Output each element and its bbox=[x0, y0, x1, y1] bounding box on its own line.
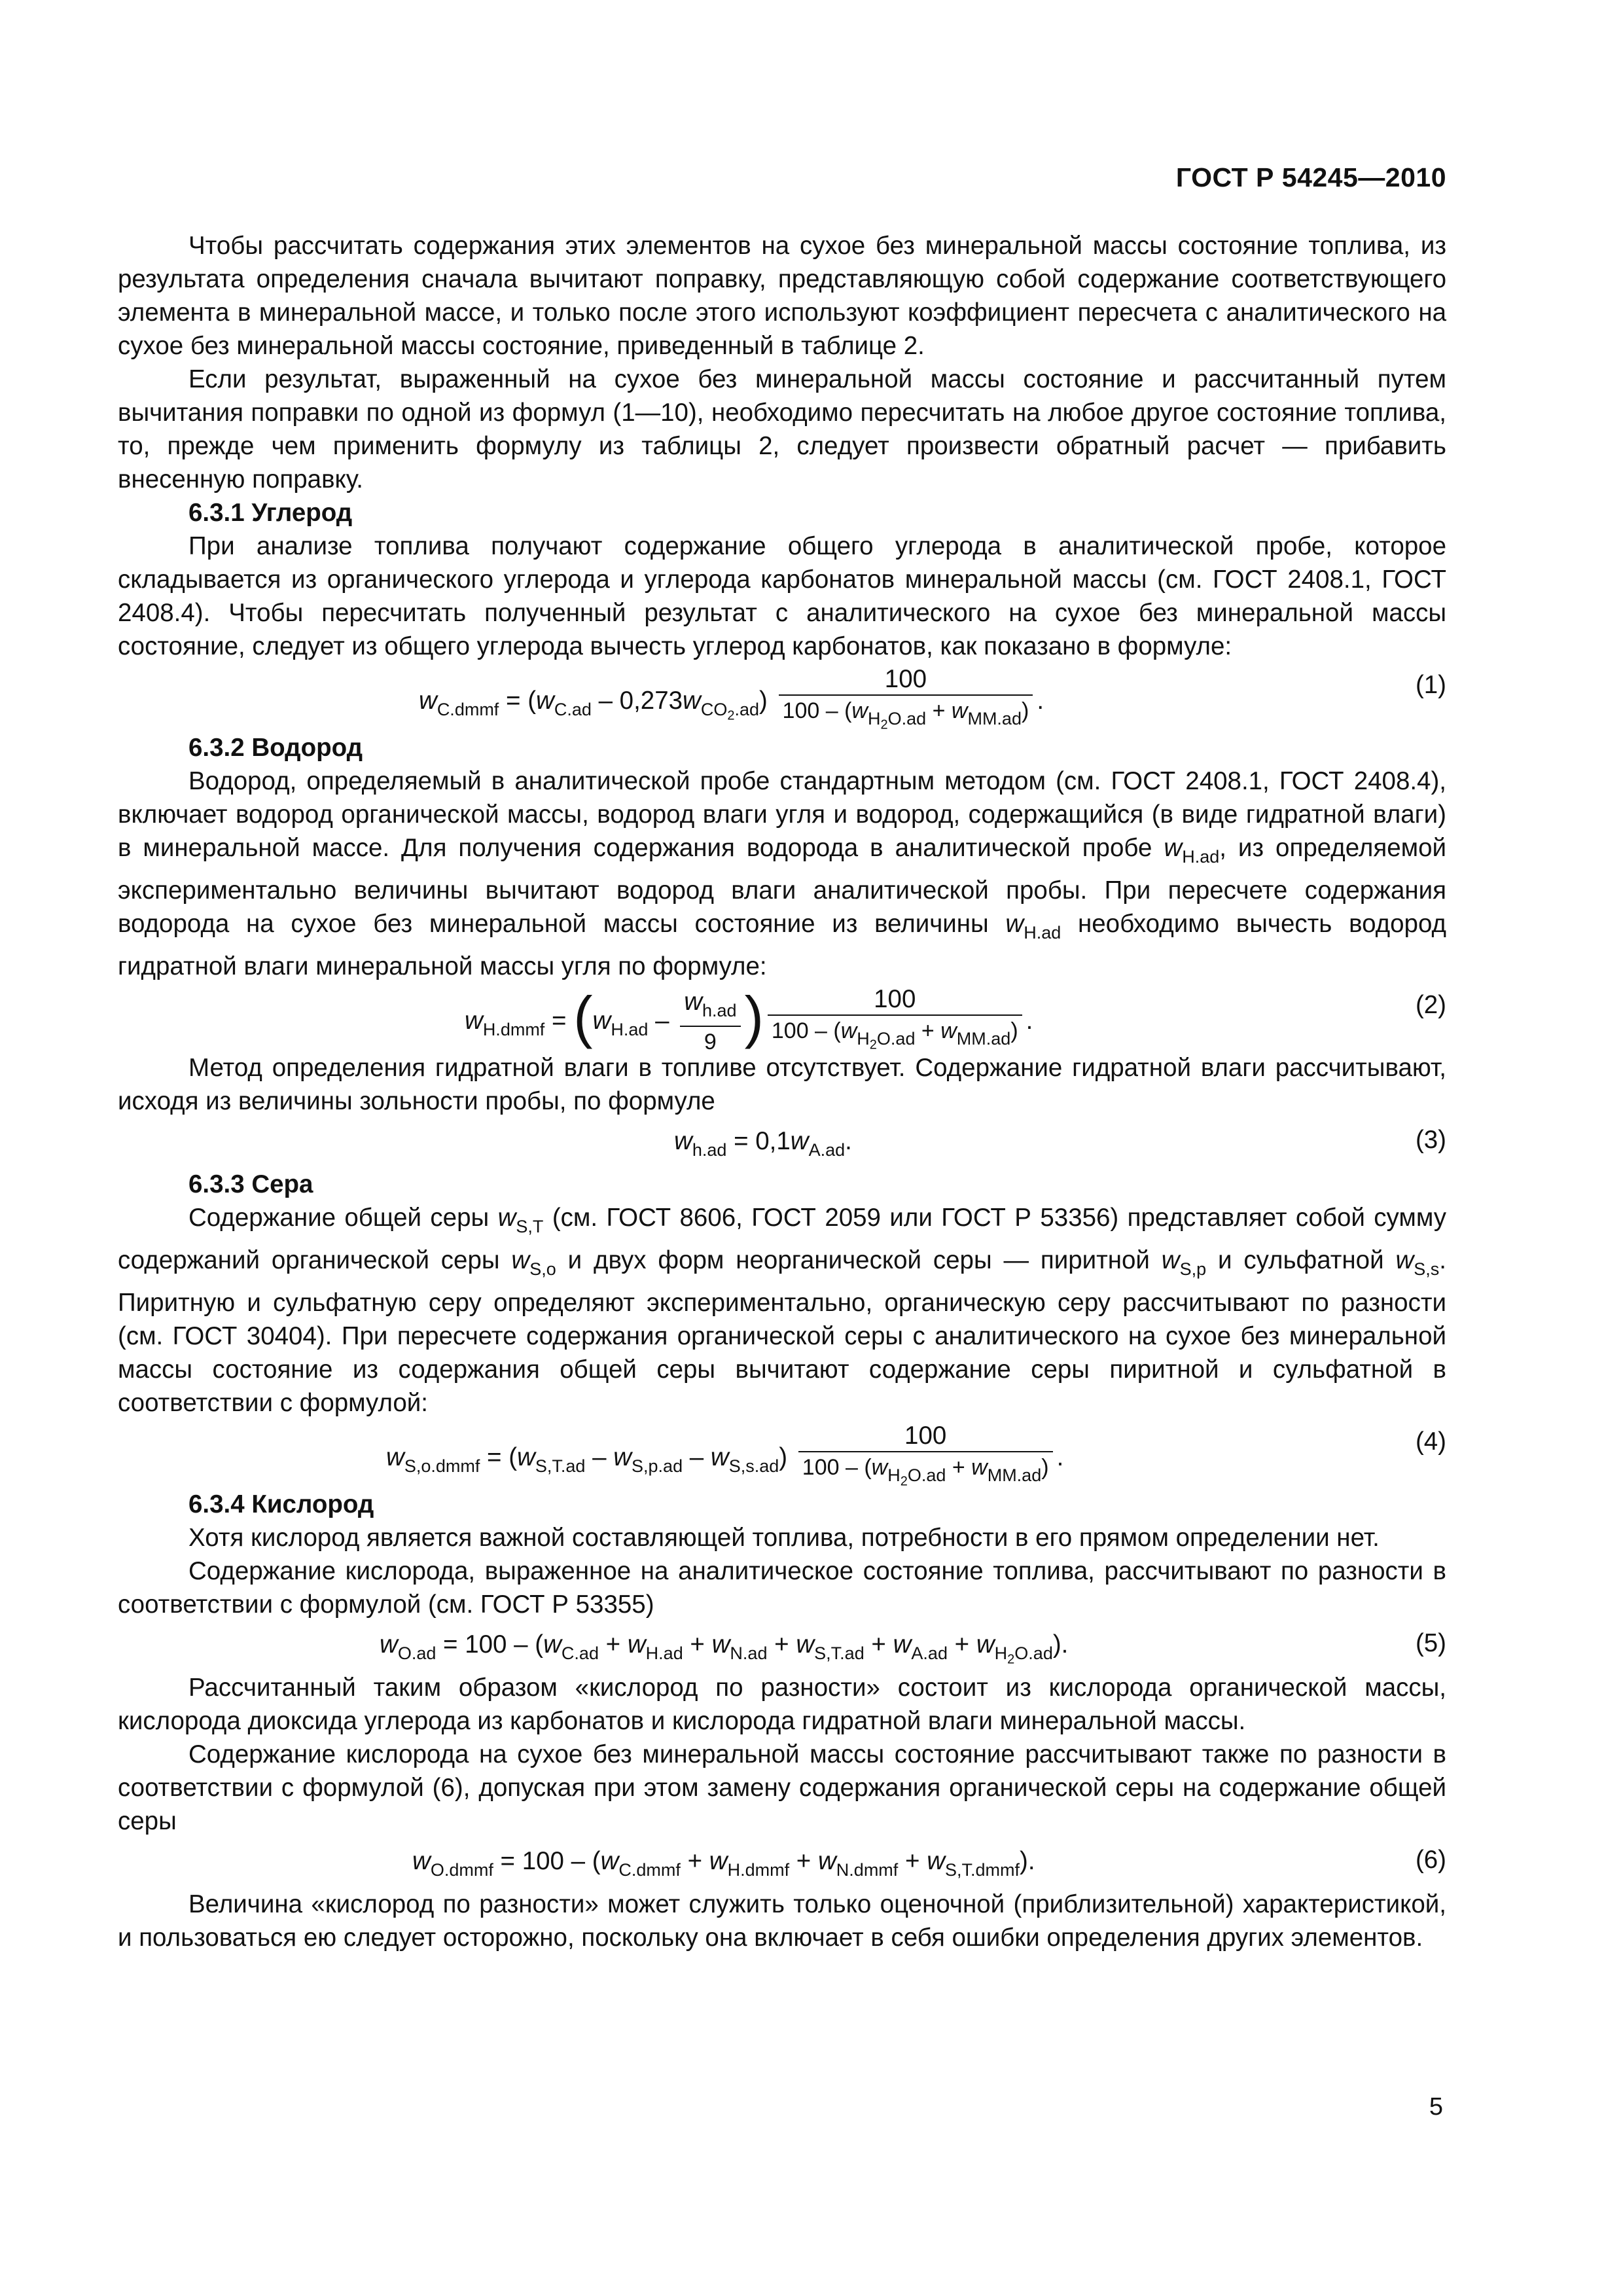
paragraph: Величина «кислород по разности» может служить только оценочной (приблизительной) характеристикой, и пользоваться ею следует осторожно, поскольку она включает в себя ошибки определения других элементов. bbox=[118, 1890, 1446, 1952]
standard-header: ГОСТ Р 54245—2010 bbox=[1175, 162, 1446, 192]
body-text bbox=[118, 229, 1446, 1954]
section-heading-6-3-3: 6.3.3 Сера bbox=[188, 1170, 313, 1198]
paragraph: Если результат, выраженный на сухое без минеральной массы состояние и рассчитанный путем вычитания поправки по одной из формул (1—10), необходимо пересчитать на любое другое состояние топлива, то, прежде чем применить формулу из таблицы 2, следует произвести обратный расчет — прибавить внесенную поправку. bbox=[118, 365, 1446, 493]
paragraph: Чтобы рассчитать содержания этих элементов на сухое без минеральной массы состояние топлива, из результата определения сначала вычитают поправку, представляющую собой содержание соответствующего элемента в минеральной массе, и только после этого используют коэффициент пересчета с аналитического на сухое без минеральной массы состояние, приведенный в таблице 2. bbox=[118, 232, 1446, 360]
formula-number: (5) bbox=[1415, 1629, 1446, 1657]
section-heading-6-3-2: 6.3.2 Водород bbox=[188, 734, 363, 762]
paragraph: Рассчитанный таким образом «кислород по разности» состоит из кислорода органической массы, кислорода диоксида углерода из карбонатов и кислорода гидратной влаги минеральной массы. bbox=[118, 1674, 1446, 1735]
page-number: 5 bbox=[1429, 2093, 1443, 2121]
formula-5: $w_{O.ad} = 100 - (w_{C.ad} + w_{H.ad} + w_{N.ad} + w_{S,T.ad} + w_{A.ad} + w_{H_2O.ad})$. (5) bbox=[118, 1623, 1446, 1670]
formula-number: (6) bbox=[1415, 1846, 1446, 1874]
formula-1: $w_{C.dmmf} = (w_{C.ad} - 0,273w_{CO_2.ad})$ $\frac{100}{100 - (w_{H_2O.ad} + w_{MM.ad})}$ . (1) bbox=[419, 665, 1446, 732]
formula-number: (1) bbox=[1415, 671, 1446, 699]
formula-number: (4) bbox=[1415, 1427, 1446, 1456]
paragraph: Содержание кислорода на сухое без минеральной массы состояние рассчитывают также по разности в соответствии с формулой (6), допуская при этом замену содержания органической серы на содержание общей серы bbox=[118, 1740, 1446, 1835]
paragraph: Содержание кислорода, выраженное на аналитическое состояние топлива, рассчитывают по разности в соответствии с формулой (см. ГОСТ Р 53355) bbox=[118, 1557, 1446, 1619]
formula-3: $w_{h.ad} = 0,1w_{A.ad}$. (3) bbox=[118, 1119, 1446, 1166]
paragraph: Водород, определяемый в аналитической пробе стандартным методом (см. ГОСТ 2408.1, ГОСТ 2408.4), включает водород органической массы, водород влаги угля и водород, содержащийся (в виде гидратной влаги) в минеральной массе. Для получения содержания водорода в аналитической пробе $w_{H.ad}$, из определяемой экспериментально величины вычитают водород влаги аналитической пробы. При пересчете содержания водорода на сухое без минеральной массы состояние из величины $w_{H.ad}$ необходимо вычесть водород гидратной влаги минеральной массы угля по формуле: bbox=[118, 767, 1447, 980]
formula-4: $w_{S,o.dmmf} = (w_{S,T.ad} - w_{S,p.ad} - w_{S,s.ad})$ $\frac{100}{100 - (w_{H_2O.ad} + w_{MM.ad})}$ . (4) bbox=[386, 1422, 1446, 1489]
formula-2: $w_{H.dmmf} = (w_{H.ad}$ – $\frac{w_{h.ad}}{9}$ ) $\frac{100}{100 - (w_{H_2O.ad} + w_{MM.ad})}$ . (2) bbox=[465, 984, 1446, 1055]
section-heading-6-3-1: 6.3.1 Углерод bbox=[188, 499, 353, 527]
section-heading-6-3-4: 6.3.4 Кислород bbox=[188, 1490, 374, 1518]
formula-number: (3) bbox=[1415, 1126, 1446, 1154]
formula-6: $w_{O.dmmf} = 100 - (w_{C.dmmf} + w_{H.dmmf} + w_{N.dmmf} + w_{S,T.dmmf})$. (6) bbox=[118, 1839, 1446, 1886]
paragraph: При анализе топлива получают содержание общего углерода в аналитической пробе, которое складывается из органического углерода и углерода карбонатов минеральной массы (см. ГОСТ 2408.1, ГОСТ 2408.4). Чтобы пересчитать полученный результат с аналитического на сухое без минеральной массы состояние, следует из общего углерода вычесть углерод карбонатов, как показано в формуле: bbox=[118, 532, 1446, 660]
paragraph: Метод определения гидратной влаги в топливе отсутствует. Содержание гидратной влаги рассчитывают, исходя из величины зольности пробы, по формуле bbox=[118, 1054, 1446, 1115]
paragraph: Хотя кислород является важной составляющей топлива, потребности в его прямом определении нет. bbox=[188, 1524, 1380, 1552]
formula-number: (2) bbox=[1415, 991, 1446, 1019]
paragraph: Содержание общей серы $w_{S,T}$ (см. ГОСТ 8606, ГОСТ 2059 или ГОСТ Р 53356) представляет собой сумму содержаний органической серы $w_{S,o}$ и двух форм неорганической серы — пиритной $w_{S,p}$ и сульфатной $w_{S,s}$. Пиритную и сульфатную серу определяют экспериментально, органическую серу рассчитывают по разности (см. ГОСТ 30404). При пересчете содержания органической серы с аналитического на сухое без минеральной массы состояние из содержания общей серы вычитают содержание серы пиритной и сульфатной в соответствии с формулой: bbox=[118, 1204, 1446, 1417]
